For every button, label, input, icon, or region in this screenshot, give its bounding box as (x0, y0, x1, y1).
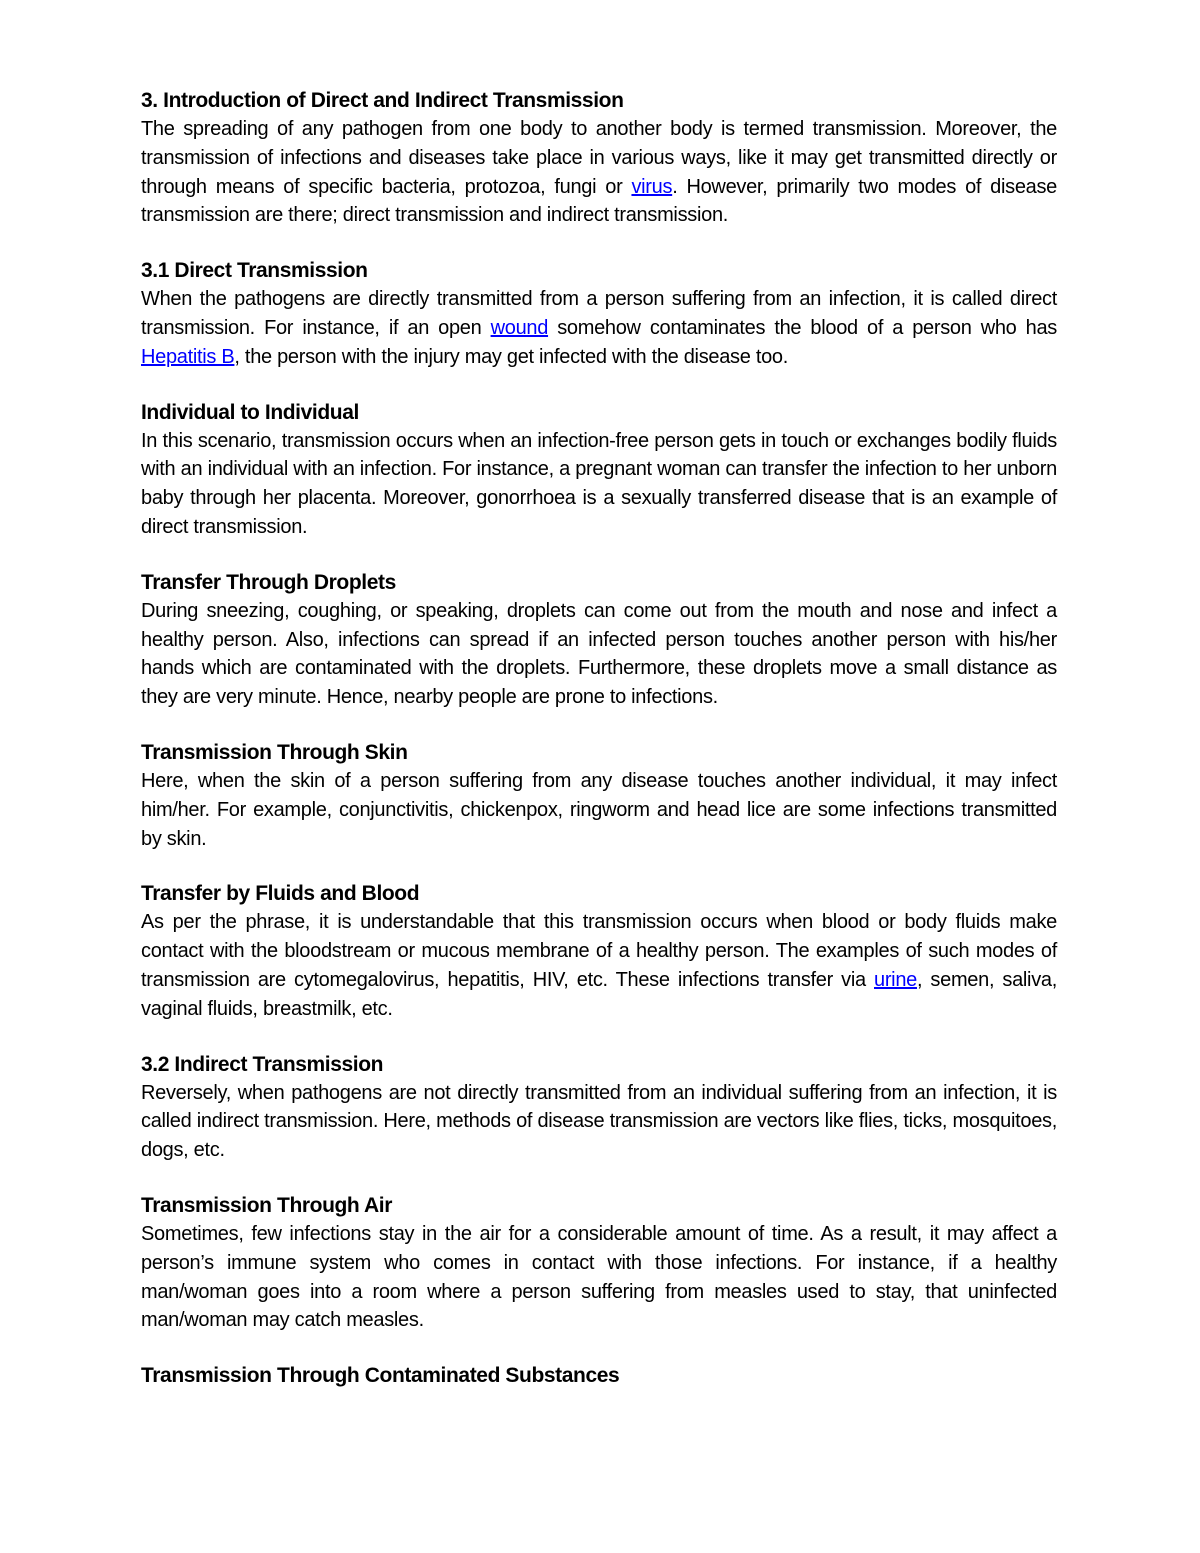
section-heading: Transmission Through Contaminated Substances (141, 1364, 620, 1388)
paragraph-text: , the person with the injury may get infected with the disease too. (234, 345, 788, 368)
section-paragraph (141, 767, 1057, 853)
paragraph-text: The spreading of any pathogen from one body to another body is termed transmission. Moreover, the transmission of infections and diseases take place in various ways, like it may get transmitted directly or through means of specific bacteria, protozoa, fungi or (141, 118, 1057, 198)
document-page (141, 86, 1057, 1416)
section-heading: Transfer Through Droplets (141, 570, 396, 594)
section-heading: Transmission Through Air (141, 1193, 392, 1217)
document-section (141, 256, 1057, 371)
paragraph-text: In this scenario, transmission occurs when an infection-free person gets in touch or exchanges bodily fluids with an individual with an infection. For instance, a pregnant woman can transfer the infection to her unborn baby through her placenta. Moreover, gonorrhoea is a sexually transferred disease that is an example of direct transmission. (141, 429, 1057, 538)
section-paragraph (141, 285, 1057, 371)
section-heading: 3. Introduction of Direct and Indirect Transmission (141, 89, 624, 112)
document-section (141, 879, 1057, 1023)
section-heading: Transfer by Fluids and Blood (141, 882, 420, 906)
section-paragraph (141, 1220, 1057, 1335)
paragraph-text: Sometimes, few infections stay in the air for a considerable amount of time. As a result, it may affect a person’s immune system who comes in contact with those infections. For instance, if a healthy man/woman goes into a room where a person suffering from measles used to stay, that uninfected man/woman may catch measles. (141, 1222, 1057, 1332)
section-paragraph (141, 115, 1057, 230)
section-heading: Individual to Individual (141, 400, 359, 424)
document-section (141, 1191, 1057, 1335)
paragraph-text: somehow contaminates the blood of a person who has (548, 316, 1057, 339)
document-section (141, 1050, 1057, 1165)
paragraph-text: As per the phrase, it is understandable that this transmission occurs when blood or body fluids make contact with the bloodstream or mucous membrane of a healthy person. The examples of such modes of transmission are cytomegalovirus, hepatitis, HIV, etc. These infections transfer via (141, 911, 1057, 991)
inline-link[interactable]: virus (631, 175, 673, 198)
paragraph-text: During sneezing, coughing, or speaking, droplets can come out from the mouth and nose and infect a healthy person. Also, infections can spread if an infected person touches another person with his/her hands which are contaminated with the droplets. Furthermore, these droplets move a small distance as they are very minute. Hence, nearby people are prone to infections. (141, 599, 1057, 709)
paragraph-text: When the pathogens are directly transmitted from a person suffering from an infection, it is called direct transmission. For instance, if an open (141, 288, 1057, 339)
section-paragraph (141, 908, 1057, 1023)
paragraph-text: , semen, saliva, vaginal fluids, breastmilk, etc. (141, 968, 1057, 1020)
section-heading: 3.2 Indirect Transmission (141, 1052, 384, 1076)
section-paragraph (141, 1079, 1057, 1165)
section-heading: Transmission Through Skin (141, 740, 408, 764)
section-paragraph (141, 427, 1057, 542)
paragraph-text: Reversely, when pathogens are not directly transmitted from an individual suffering from an infection, it is called indirect transmission. Here, methods of disease transmission are vectors like flies, ticks, mosquitoes, dogs, etc. (141, 1081, 1057, 1162)
paragraph-text: . However, primarily two modes of disease transmission are there; direct transmission and indirect transmission. (141, 175, 1057, 227)
document-section (141, 86, 1057, 230)
inline-link[interactable]: urine (874, 968, 917, 991)
inline-link[interactable]: Hepatitis B (141, 345, 235, 368)
paragraph-text: Here, when the skin of a person suffering from any disease touches another individual, it may infect him/her. For example, conjunctivitis, chickenpox, ringworm and head lice are some infections transmitted by skin. (141, 769, 1057, 850)
section-paragraph (141, 597, 1057, 712)
document-section (141, 568, 1057, 712)
document-section (141, 1361, 1057, 1390)
inline-link[interactable]: wound (490, 316, 549, 339)
document-section (141, 738, 1057, 853)
section-heading: 3.1 Direct Transmission (141, 259, 368, 283)
document-section (141, 398, 1057, 542)
